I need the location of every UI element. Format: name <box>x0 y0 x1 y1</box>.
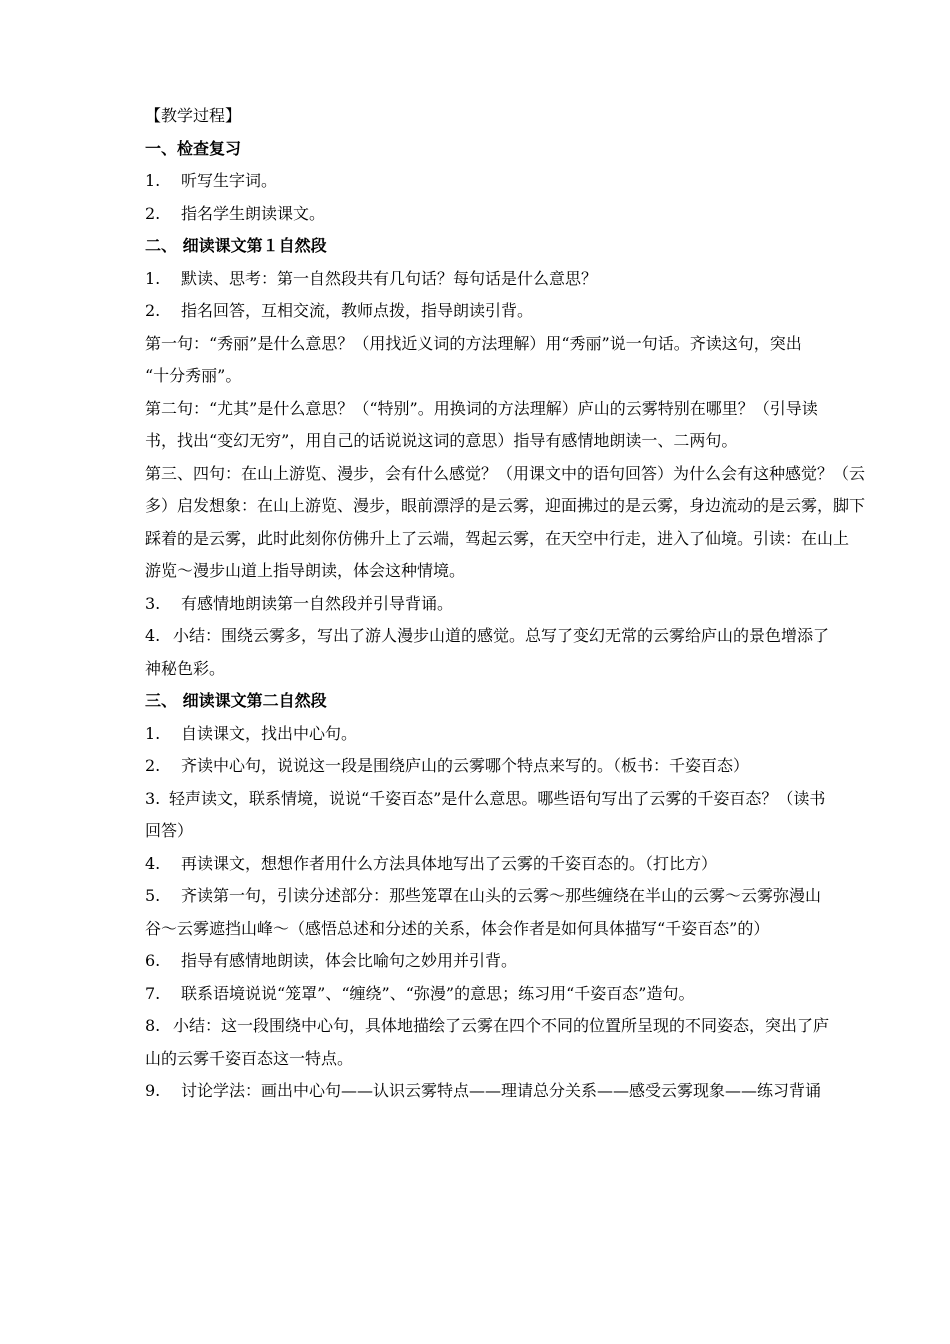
text-line: 第三、四句：在山上游览、漫步，会有什么感觉？（用课文中的语句回答）为什么会有这种感觉？（云 <box>145 463 866 483</box>
text-line: 谷～云雾遮挡山峰～（感悟总述和分述的关系，体会作者是如何具体描写“千姿百态”的） <box>145 918 770 938</box>
list-item <box>145 978 950 1011</box>
section-title: 【教学过程】 <box>145 106 242 125</box>
item-number: 2. <box>145 301 161 320</box>
text-line: 多）启发想象：在山上游览、漫步，眼前漂浮的是云雾，迎面拂过的是云雾，身边流动的是云雾，脚下 <box>145 496 866 515</box>
item-number: 7. <box>145 983 161 1003</box>
list-item <box>145 1010 950 1043</box>
text-line: 神秘色彩。 <box>145 658 226 678</box>
item-number: 2. <box>145 203 161 223</box>
list-item <box>145 750 950 783</box>
item-text: 指名学生朗读课文。 <box>181 203 326 223</box>
item-text: 指名回答，互相交流，教师点拨，指导朗读引背。 <box>181 301 534 320</box>
text-line: 第一句：“秀丽”是什么意思？（用找近义词的方法理解）用“秀丽”说一句话。齐读这句，突出 <box>145 333 802 353</box>
item-text: 联系语境说说“笼罩”、“缠绕”、“弥漫”的意思；练习用“千姿百态”造句。 <box>181 983 695 1003</box>
list-item <box>145 588 950 621</box>
list-item <box>145 198 950 231</box>
text-line: 山的云雾千姿百态这一特点。 <box>145 1048 354 1068</box>
item-number: 5. <box>145 886 161 905</box>
item-number: 1. <box>145 723 161 743</box>
list-item <box>145 1075 950 1108</box>
item-text: 齐读第一句，引读分述部分：那些笼罩在山头的云雾～那些缠绕在半山的云雾～云雾弥漫山 <box>181 886 822 905</box>
item-number: 4. <box>145 853 161 873</box>
item-number: 8. <box>145 1016 161 1035</box>
item-text: 齐读中心句，说说这一段是围绕庐山的云雾哪个特点来写的。（板书：千姿百态） <box>181 756 750 775</box>
list-item <box>145 783 950 816</box>
item-text: 再读课文，想想作者用什么方法具体地写出了云雾的千姿百态的。（打比方） <box>181 853 718 873</box>
item-number: 6. <box>145 951 161 970</box>
item-text: 指导有感情地朗读，体会比喻句之妙用并引背。 <box>181 951 518 970</box>
text-line: 书，找出“变幻无穷”，用自己的话说说这词的意思）指导有感情地朗读一、二两句。 <box>145 431 738 450</box>
item-text: 轻声读文，联系情境，说说“千姿百态”是什么意思。哪些语句写出了云雾的千姿百态？（读书 <box>169 788 826 808</box>
text-line: 踩着的是云雾，此时此刻你仿佛升上了云端，驾起云雾，在天空中行走，进入了仙境。引读：在山上 <box>145 528 850 548</box>
list-item <box>145 718 950 751</box>
list-item <box>145 295 950 328</box>
item-number: 3. <box>145 593 161 613</box>
item-text: 小结：这一段围绕中心句，具体地描绘了云雾在四个不同的位置所呈现的不同姿态，突出了庐 <box>173 1016 830 1035</box>
document-page <box>145 100 950 1108</box>
list-item <box>145 620 950 653</box>
list-item <box>145 880 950 913</box>
list-item <box>145 165 950 198</box>
heading-paragraph-2: 三、 细读课文第二自然段 <box>145 691 327 710</box>
text-line: 第二句：“尤其”是什么意思？（“特别”。用换词的方法理解）庐山的云雾特别在哪里？（引导读 <box>145 398 818 418</box>
item-text: 讨论学法：画出中心句——认识云雾特点——理请总分关系——感受云雾现象——练习背诵 <box>181 1081 822 1100</box>
text-line: “十分秀丽”。 <box>145 366 242 385</box>
list-item <box>145 263 950 296</box>
item-text: 小结：围绕云雾多，写出了游人漫步山道的感觉。总写了变幻无常的云雾给庐山的景色增添了 <box>173 626 830 645</box>
item-number: 4. <box>145 626 161 645</box>
item-text: 有感情地朗读第一自然段并引导背诵。 <box>181 593 454 613</box>
item-text: 自读课文，找出中心句。 <box>181 723 358 743</box>
item-number: 3. <box>145 788 161 808</box>
heading-review: 一、检查复习 <box>145 138 242 158</box>
item-number: 1. <box>145 171 161 190</box>
text-line: 回答） <box>145 821 194 840</box>
list-item <box>145 848 950 881</box>
item-number: 9. <box>145 1081 161 1100</box>
item-text: 听写生字词。 <box>181 171 278 190</box>
text-line: 游览～漫步山道上指导朗读，体会这种情境。 <box>145 561 466 580</box>
heading-paragraph-1: 二、 细读课文第１自然段 <box>145 236 327 255</box>
item-text: 默读、思考：第一自然段共有几句话？每句话是什么意思？ <box>181 268 598 288</box>
item-number: 2. <box>145 756 161 775</box>
list-item <box>145 945 950 978</box>
item-number: 1. <box>145 268 161 288</box>
